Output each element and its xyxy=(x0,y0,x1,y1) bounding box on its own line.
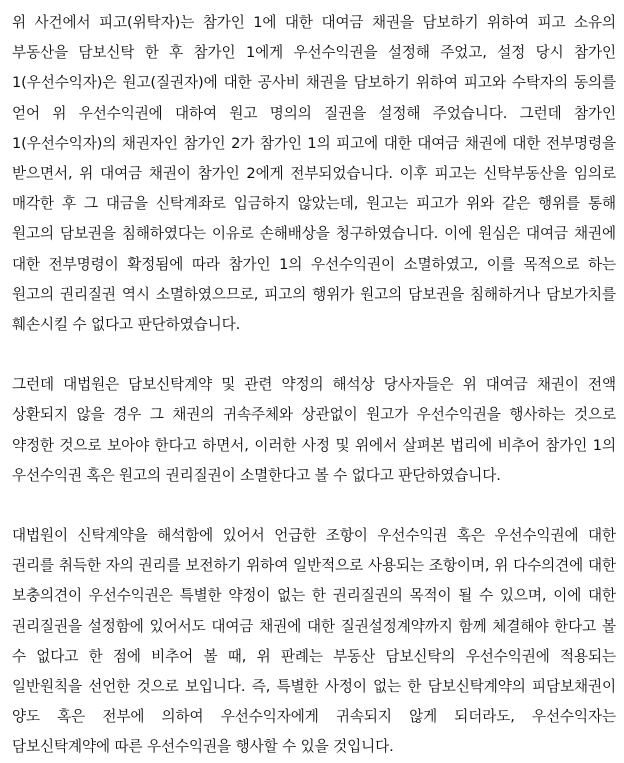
paragraph-spacer xyxy=(12,340,616,370)
paragraph-supreme-court-ruling: 그런데 대법원은 담보신탁계약 및 관련 약정의 해석상 당사자들은 위 대여금 채권이 전액 상환되지 않을 경우 그 채권의 귀속주체와 상관없이 원고가 우선수익권을 행사하는 것으로 약정한 것으로 보아야 한다고 하면서, 이러한 사정 및 위에서 살펴본 법리에 비추어 참가인 1의 우선수익권 혹은 원고의 권리질권이 소멸한다고 볼 수 없다고 판단하였습니다. xyxy=(12,376,616,484)
paragraph-spacer xyxy=(12,491,616,521)
document-body xyxy=(12,8,616,763)
paragraph-case-summary: 위 사건에서 피고(위탁자)는 참가인 1에 대한 대여금 채권을 담보하기 위하여 피고 소유의 부동산을 담보신탁 한 후 참가인 1에게 우선수익권을 설정해 주었고, 설정 당시 참가인 1(우선수익자)은 원고(질권자)에 대한 공사비 채권을 담보하기 위하여 피고와 수탁자의 동의를 얻어 위 우선수익권에 대하여 원고 명의의 질권을 설정해 주었습니다. 그런데 참가인 1(우선수익자)의 채권자인 참가인 2가 참가인 1의 피고에 대한 대여금 채권에 대한 전부명령을 받으면서, 위 대여금 채권이 참가인 2에게 전부되었습니다. 이후 피고는 신탁부동산을 임의로 매각한 후 그 대금을 신탁계좌로 입금하지 않았는데, 원고는 피고가 위와 같은 행위를 통해 원고의 담보권을 침해하였다는 이유로 손해배상을 청구하였습니다. 이에 원심은 대여금 채권에 대한 전부명령이 확정됨에 따라 참가인 1의 우선수익권이 소멸하였고, 이를 목적으로 하는 원고의 권리질권 역시 소멸하였으므로, 피고의 행위가 원고의 담보권을 침해하거나 담보가치를 훼손시킬 수 없다고 판단하였습니다. xyxy=(12,14,616,334)
paragraph-analysis: 대법원이 신탁계약을 해석함에 있어서 언급한 조항이 우선수익권 혹은 우선수익권에 대한 권리를 취득한 자의 권리를 보전하기 위하여 일반적으로 사용되는 조항이며, 위 다수의견에 대한 보충의견이 우선수익권은 특별한 약정이 없는 한 권리질권의 목적이 될 수 있으며, 이에 대한 권리질권을 설정함에 있어서도 대여금 채권에 대한 질권설정계약까지 함께 체결해야 한다고 볼 수 없다고 한 점에 비추어 볼 때, 위 판례는 부동산 담보신탁의 우선수익권에 적용되는 일반원칙을 선언한 것으로 보입니다. 즉, 특별한 사정이 없는 한 담보신탁계약의 피담보채권이 양도 혹은 전부에 의하여 우선수익자에게 귀속되지 않게 되더라도, 우선수익자는 담보신탁계약에 따른 우선수익권을 행사할 수 있을 것입니다. xyxy=(12,527,616,756)
